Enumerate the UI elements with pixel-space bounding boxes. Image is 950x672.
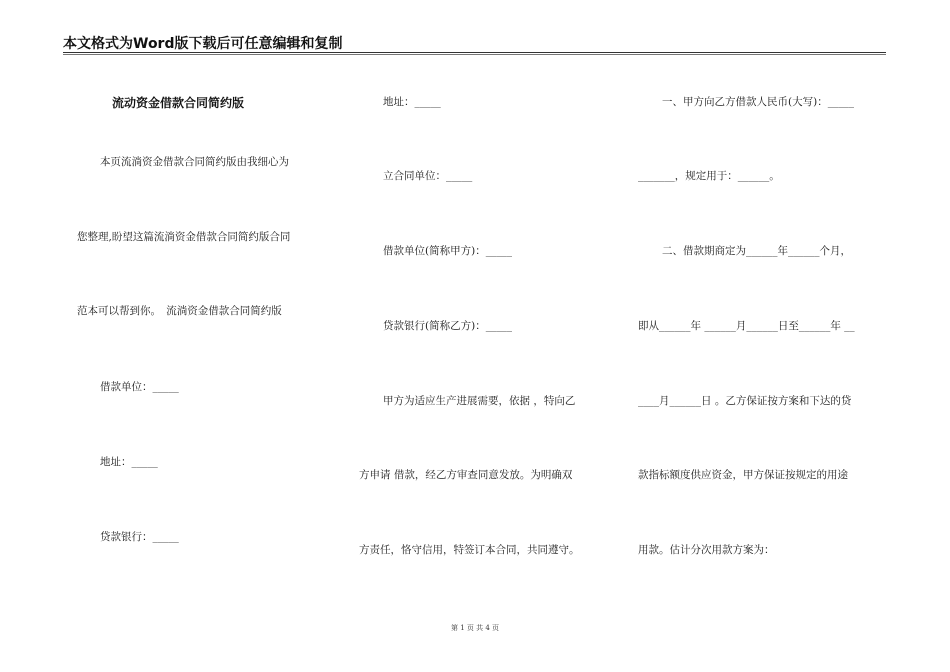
- col3-line-2: _______，规定用于：______。: [638, 170, 780, 182]
- col3-line-3: 二、借款期商定为______年______个月，: [662, 245, 851, 257]
- col1-line-4: 借款单位：_____: [100, 381, 179, 393]
- col3-line-5: ____月______日 。乙方保证按方案和下达的贷: [638, 395, 852, 407]
- col2-line-6: 方申请 借款，经乙方审查同意发放。为明确双: [359, 469, 573, 481]
- col3-line-6: 款指标额度供应资金，甲方保证按规定的用途: [638, 469, 848, 481]
- document-title: 流动资金借款合同简约版: [112, 96, 245, 110]
- header-rule: [63, 52, 886, 53]
- col1-line-6: 贷款银行：_____: [100, 531, 179, 543]
- col3-line-1: 一、甲方向乙方借款人民币(大写)：_____: [662, 96, 854, 108]
- col3-line-7: 用款。估计分次用款方案为：: [638, 544, 775, 556]
- col2-line-5: 甲方为适应生产进展需要，依据 ，特向乙: [383, 395, 576, 407]
- download-banner: 本文格式为Word版下载后可任意编辑和复制: [63, 36, 343, 52]
- col1-line-3: 范本可以帮到你。 流淌资金借款合同简约版: [77, 305, 282, 317]
- header-rule-secondary: [63, 54, 886, 55]
- col2-line-2: 立合同单位：_____: [383, 170, 473, 182]
- col1-line-1: 本页流淌资金借款合同简约版由我细心为: [100, 156, 289, 168]
- col1-line-2: 您整理,盼望这篇流淌资金借款合同简约版合同: [77, 231, 291, 243]
- col2-line-1: 地址：_____: [383, 96, 441, 108]
- col3-line-4: 即从______年 ______月______日至______年 __: [638, 320, 855, 332]
- page-footer: 第 1 页 共 4 页: [450, 624, 500, 632]
- col2-line-4: 贷款银行(简称乙方)：_____: [383, 320, 512, 332]
- col2-line-7: 方责任，恪守信用，特签订本合同，共同遵守。: [359, 544, 580, 556]
- col2-line-3: 借款单位(简称甲方)：_____: [383, 245, 512, 257]
- col1-line-5: 地址：_____: [100, 456, 158, 468]
